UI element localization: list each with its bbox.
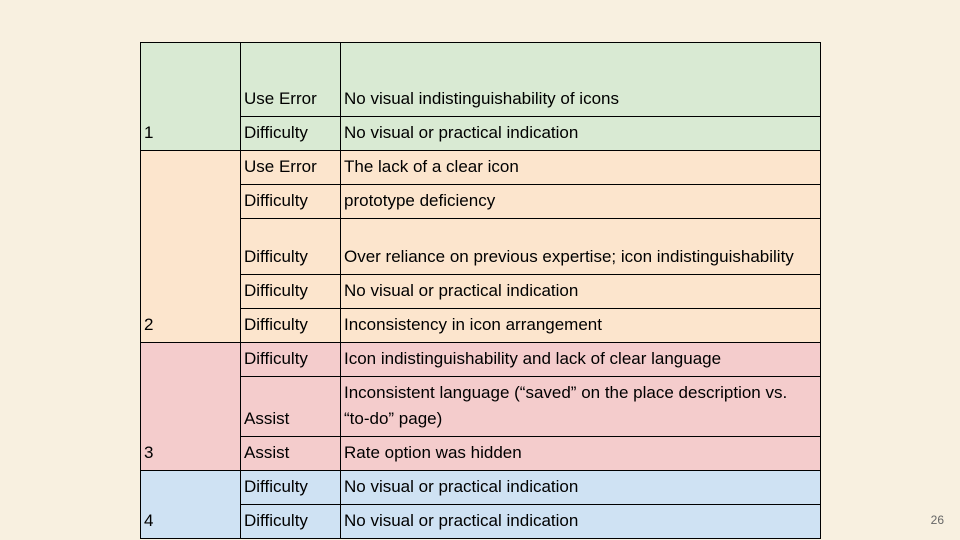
table-row <box>141 43 821 117</box>
table-row <box>141 377 821 437</box>
table-row <box>141 219 821 275</box>
table-row <box>141 275 821 309</box>
description-cell: Over reliance on previous expertise; icon indistinguishability <box>341 219 821 275</box>
type-cell: Use Error <box>241 43 341 117</box>
description-cell: No visual or practical indication <box>341 117 821 151</box>
findings-table <box>140 42 821 539</box>
type-cell: Difficulty <box>241 343 341 377</box>
table-row <box>141 505 821 539</box>
description-cell: Inconsistency in icon arrangement <box>341 309 821 343</box>
table-row <box>141 151 821 185</box>
type-cell: Difficulty <box>241 471 341 505</box>
type-cell: Difficulty <box>241 219 341 275</box>
description-cell: No visual or practical indication <box>341 505 821 539</box>
table-row <box>141 185 821 219</box>
description-cell: No visual or practical indication <box>341 275 821 309</box>
table-row <box>141 343 821 377</box>
type-cell: Difficulty <box>241 275 341 309</box>
group-number-cell: 1 <box>141 43 241 151</box>
table-row <box>141 117 821 151</box>
type-cell: Difficulty <box>241 309 341 343</box>
table-row <box>141 309 821 343</box>
page-number: 26 <box>930 513 944 527</box>
type-cell: Difficulty <box>241 505 341 539</box>
type-cell: Difficulty <box>241 117 341 151</box>
table-row <box>141 437 821 471</box>
description-cell: No visual or practical indication <box>341 471 821 505</box>
description-cell: Icon indistinguishability and lack of clear language <box>341 343 821 377</box>
type-cell: Assist <box>241 377 341 437</box>
description-cell: The lack of a clear icon <box>341 151 821 185</box>
description-cell: No visual indistinguishability of icons <box>341 43 821 117</box>
description-cell: prototype deficiency <box>341 185 821 219</box>
group-number-cell: 2 <box>141 151 241 343</box>
description-cell: Rate option was hidden <box>341 437 821 471</box>
table-row <box>141 471 821 505</box>
type-cell: Assist <box>241 437 341 471</box>
type-cell: Use Error <box>241 151 341 185</box>
type-cell: Difficulty <box>241 185 341 219</box>
group-number-cell: 3 <box>141 343 241 471</box>
group-number-cell: 4 <box>141 471 241 539</box>
description-cell: Inconsistent language (“saved” on the place description vs. “to-do” page) <box>341 377 821 437</box>
